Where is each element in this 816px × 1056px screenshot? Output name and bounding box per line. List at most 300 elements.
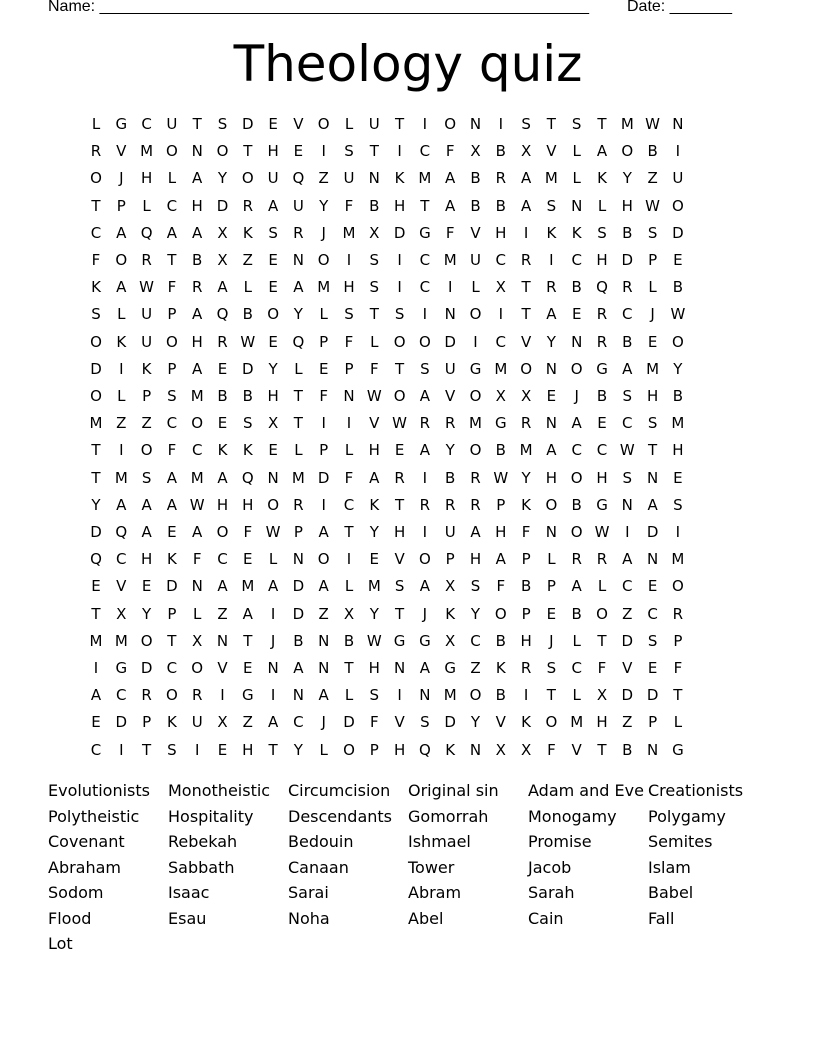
grid-letter: B (622, 223, 633, 242)
grid-letter: S (420, 713, 430, 732)
grid-letter: F (445, 223, 455, 242)
grid-letter: K (445, 604, 456, 623)
grid-letter: O (317, 251, 330, 269)
grid-letter: C (166, 196, 178, 215)
grid-letter: Q (115, 523, 128, 541)
grid-letter: N (267, 468, 279, 487)
grid-letter: M (469, 414, 482, 433)
grid-letter: I (422, 305, 428, 324)
word-list-item: Lot (48, 934, 73, 953)
grid-letter: R (141, 686, 152, 705)
grid-letter: T (597, 115, 607, 133)
word-list-item: Sarai (288, 883, 329, 902)
grid-letter: O (393, 387, 406, 405)
grid-letter: P (116, 196, 126, 215)
grid-letter: S (546, 196, 557, 215)
grid-letter: I (119, 441, 124, 460)
grid-letter: U (141, 305, 153, 324)
word-list-item: Sarah (528, 883, 575, 902)
grid-letter: S (369, 686, 380, 705)
grid-letter: D (672, 223, 684, 242)
grid-letter: R (520, 251, 532, 269)
grid-letter: X (520, 740, 532, 759)
grid-letter: L (91, 115, 101, 133)
grid-letter: S (470, 577, 481, 596)
grid-letter: V (369, 414, 380, 433)
grid-letter: A (192, 223, 203, 242)
grid-letter: F (167, 441, 177, 460)
grid-letter: J (422, 604, 428, 623)
grid-letter: O (469, 305, 482, 324)
grid-letter: M (620, 115, 634, 133)
word-list-item: Ishmael (408, 832, 471, 851)
grid-letter: N (571, 332, 583, 351)
grid-letter: M (544, 169, 558, 188)
grid-letter: L (648, 278, 657, 297)
grid-letter: I (498, 115, 504, 133)
grid-letter: Y (470, 713, 481, 732)
grid-letter: O (90, 169, 102, 188)
grid-letter: J (549, 631, 554, 650)
grid-letter: O (216, 142, 229, 161)
grid-letter: R (520, 414, 532, 433)
grid-letter: E (647, 577, 658, 596)
grid-letter: A (470, 523, 481, 541)
grid-letter: H (545, 468, 558, 487)
grid-letter: A (116, 278, 127, 297)
grid-letter: B (343, 631, 355, 650)
grid-letter: P (648, 713, 658, 732)
grid-letter: T (192, 115, 202, 133)
grid-letter: K (445, 740, 456, 759)
grid-letter: I (119, 740, 124, 759)
grid-letter: E (268, 441, 278, 460)
grid-letter: I (422, 468, 428, 487)
grid-letter: P (142, 713, 152, 732)
grid-letter: H (393, 740, 406, 759)
grid-letter: S (369, 251, 380, 269)
grid-letter: O (140, 441, 153, 460)
grid-letter: L (117, 305, 126, 324)
grid-letter: Q (90, 550, 102, 569)
grid-letter: N (267, 659, 279, 677)
grid-letter: D (292, 577, 305, 596)
grid-letter: M (443, 251, 457, 269)
grid-letter: E (217, 740, 228, 759)
grid-letter: X (217, 251, 228, 269)
grid-letter: V (394, 713, 405, 732)
grid-letter: H (242, 495, 254, 514)
grid-letter: A (293, 659, 304, 677)
grid-letter: N (393, 659, 406, 677)
grid-letter: X (520, 387, 532, 405)
grid-letter: B (571, 495, 582, 514)
grid-letter: L (193, 604, 202, 623)
grid-letter: C (622, 577, 633, 596)
word-list-item: Flood (48, 908, 92, 928)
grid-letter: B (242, 387, 253, 405)
grid-letter: N (216, 631, 229, 650)
word-list-item: Descendants (288, 806, 392, 826)
grid-letter: W (670, 305, 686, 324)
grid-letter: Y (369, 523, 379, 541)
grid-letter: Q (292, 332, 305, 351)
grid-letter: O (671, 577, 684, 596)
grid-letter: D (90, 523, 102, 541)
grid-letter: Z (217, 604, 228, 623)
grid-letter: W (594, 523, 610, 541)
grid-letter: U (141, 332, 153, 351)
grid-letter: A (90, 686, 102, 705)
grid-letter: A (166, 223, 178, 242)
grid-letter: G (115, 115, 128, 133)
grid-letter: I (346, 550, 352, 569)
grid-letter: X (445, 631, 456, 650)
grid-letter: N (444, 305, 456, 324)
grid-letter: O (191, 659, 204, 677)
grid-letter: C (293, 713, 304, 732)
grid-letter: O (90, 387, 102, 405)
grid-letter: S (394, 577, 405, 596)
grid-letter: A (419, 577, 431, 596)
word-list-item: Tower (408, 857, 455, 877)
grid-letter: S (243, 414, 253, 433)
grid-letter: H (495, 523, 507, 541)
grid-letter: A (192, 359, 203, 378)
grid-letter: S (521, 115, 531, 133)
grid-letter: E (91, 713, 101, 732)
grid-letter: I (625, 523, 630, 541)
grid-letter: T (369, 142, 379, 161)
grid-letter: W (645, 115, 661, 133)
grid-letter: J (321, 713, 326, 732)
grid-letter: K (166, 550, 177, 569)
grid-letter: S (141, 468, 152, 487)
grid-letter: N (545, 359, 557, 378)
grid-letter: N (621, 495, 633, 514)
grid-letter: L (572, 169, 581, 188)
grid-letter: V (394, 550, 405, 569)
grid-letter: O (165, 686, 178, 705)
grid-letter: V (622, 659, 633, 677)
grid-letter: C (166, 659, 178, 677)
grid-letter: S (647, 414, 658, 433)
grid-letter: T (142, 740, 152, 759)
grid-letter: I (397, 278, 402, 297)
grid-letter: I (422, 115, 428, 133)
grid-letter: R (419, 414, 431, 433)
grid-letter: J (270, 631, 276, 650)
grid-letter: G (393, 631, 406, 650)
grid-letter: V (520, 332, 532, 351)
grid-letter: H (393, 196, 406, 215)
grid-letter: K (546, 223, 557, 242)
grid-letter: P (648, 251, 658, 269)
grid-letter: T (91, 604, 101, 623)
grid-letter: L (673, 713, 683, 732)
grid-letter: D (242, 115, 254, 133)
grid-letter: R (293, 495, 304, 514)
grid-letter: O (267, 305, 279, 324)
word-list-item: Sabbath (168, 857, 235, 877)
grid-letter: A (445, 169, 456, 188)
grid-letter: X (470, 142, 481, 161)
grid-letter: B (242, 305, 253, 324)
grid-letter: X (217, 713, 228, 732)
grid-letter: A (318, 523, 329, 541)
grid-letter: C (622, 305, 633, 324)
grid-letter: Q (418, 740, 431, 759)
grid-letter: O (570, 468, 583, 487)
grid-letter: E (141, 577, 152, 596)
grid-letter: P (344, 359, 354, 378)
word-list-item: Abram (408, 883, 462, 902)
grid-letter: O (621, 142, 634, 161)
grid-letter: H (495, 223, 507, 242)
grid-letter: A (217, 468, 228, 487)
grid-letter: C (419, 251, 431, 269)
grid-letter: H (140, 169, 153, 188)
grid-letter: E (268, 332, 278, 351)
grid-letter: Z (622, 713, 633, 732)
grid-letter: E (243, 550, 253, 569)
grid-letter: N (318, 631, 330, 650)
name-field[interactable]: Name: _______________________________________________________ (48, 0, 589, 15)
grid-letter: L (572, 142, 581, 161)
grid-letter: I (447, 278, 453, 297)
grid-letter: H (621, 196, 633, 215)
grid-letter: A (166, 468, 178, 487)
grid-letter: A (520, 196, 532, 215)
grid-letter: G (469, 359, 482, 378)
grid-letter: I (194, 740, 200, 759)
grid-letter: I (270, 604, 276, 623)
grid-letter: K (495, 659, 506, 677)
grid-letter: L (117, 387, 126, 405)
grid-letter: B (495, 196, 506, 215)
grid-letter: O (317, 550, 330, 569)
grid-letter: N (571, 196, 583, 215)
grid-letter: L (167, 169, 177, 188)
grid-letter: K (242, 441, 253, 460)
grid-letter: K (521, 495, 532, 514)
grid-letter: B (217, 387, 228, 405)
grid-letter: V (571, 740, 582, 759)
grid-letter: T (673, 686, 683, 705)
grid-letter: L (344, 577, 354, 596)
grid-letter: A (192, 523, 203, 541)
grid-letter: R (596, 550, 608, 569)
grid-letter: X (495, 387, 506, 405)
grid-letter: U (343, 169, 355, 188)
grid-letter: O (90, 332, 102, 351)
grid-letter: I (346, 414, 352, 433)
grid-letter: O (267, 495, 279, 514)
grid-letter: W (619, 441, 635, 460)
grid-letter: C (90, 223, 102, 242)
grid-letter: N (292, 550, 304, 569)
grid-letter: H (596, 251, 608, 269)
grid-letter: I (346, 251, 352, 269)
grid-letter: D (621, 686, 634, 705)
grid-letter: Y (445, 441, 455, 460)
grid-letter: M (418, 169, 432, 188)
grid-letter: D (242, 359, 254, 378)
grid-letter: E (268, 251, 278, 269)
grid-letter: T (597, 631, 607, 650)
grid-letter: P (167, 604, 177, 623)
grid-letter: M (89, 414, 103, 433)
grid-letter: P (369, 740, 379, 759)
grid-letter: T (597, 740, 607, 759)
grid-letter: A (267, 713, 279, 732)
grid-letter: M (190, 468, 204, 487)
grid-letter: S (647, 223, 658, 242)
grid-letter: B (470, 169, 481, 188)
word-list-item: Original sin (408, 781, 499, 800)
grid-letter: X (116, 604, 127, 623)
grid-letter: L (243, 278, 252, 297)
grid-letter: I (270, 686, 276, 705)
grid-letter: A (419, 441, 431, 460)
grid-letter: I (675, 523, 681, 541)
grid-letter: N (419, 686, 431, 705)
grid-letter: V (495, 713, 506, 732)
grid-letter: H (672, 441, 684, 460)
grid-letter: F (547, 740, 556, 759)
grid-letter: M (342, 223, 356, 242)
grid-letter: H (469, 550, 482, 569)
word-list-item: Promise (528, 832, 592, 851)
grid-letter: S (571, 115, 582, 133)
grid-letter: O (165, 332, 178, 351)
grid-letter: M (570, 713, 584, 732)
grid-letter: N (318, 659, 330, 677)
grid-letter: B (622, 740, 633, 759)
grid-letter: I (422, 523, 428, 541)
grid-letter: P (673, 631, 683, 650)
grid-letter: A (141, 495, 152, 514)
grid-letter: D (393, 223, 406, 242)
grid-letter: I (93, 659, 99, 677)
grid-letter: G (419, 631, 431, 650)
grid-letter: M (114, 631, 128, 650)
grid-letter: Z (470, 659, 481, 677)
grid-letter: R (470, 495, 481, 514)
grid-letter: N (191, 142, 203, 161)
grid-letter: U (444, 523, 456, 541)
grid-letter: S (344, 142, 354, 161)
grid-letter: S (622, 468, 633, 487)
grid-letter: I (397, 686, 402, 705)
grid-letter: V (116, 577, 127, 596)
grid-letter: B (445, 468, 456, 487)
grid-letter: Y (521, 468, 531, 487)
grid-letter: J (574, 387, 579, 405)
grid-letter: H (520, 631, 532, 650)
grid-letter: J (650, 305, 655, 324)
grid-letter: H (646, 387, 659, 405)
word-list-item: Semites (648, 832, 713, 851)
grid-letter: B (596, 387, 608, 405)
grid-letter: C (571, 441, 582, 460)
grid-letter: Q (216, 305, 229, 324)
grid-letter: C (191, 441, 203, 460)
word-list-item: Adam and Eve (528, 781, 644, 800)
grid-letter: J (321, 223, 326, 242)
grid-letter: Z (141, 414, 152, 433)
grid-letter: I (220, 686, 225, 705)
grid-letter: F (597, 659, 607, 677)
grid-letter: D (90, 359, 102, 378)
grid-letter: L (370, 332, 379, 351)
grid-letter: T (293, 387, 303, 405)
grid-letter: A (622, 359, 633, 378)
grid-letter: D (166, 577, 178, 596)
grid-letter: E (318, 359, 329, 378)
grid-letter: V (445, 387, 456, 405)
grid-letter: Q (140, 223, 153, 242)
grid-letter: T (395, 604, 405, 623)
grid-letter: U (292, 196, 304, 215)
grid-letter: P (142, 387, 152, 405)
grid-letter: T (167, 251, 177, 269)
grid-letter: U (368, 115, 380, 133)
grid-letter: B (520, 577, 532, 596)
word-list-item: Jacob (528, 857, 572, 877)
grid-letter: V (470, 223, 481, 242)
grid-letter: A (217, 577, 228, 596)
grid-letter: Y (142, 604, 152, 623)
word-list-item: Polygamy (648, 806, 726, 826)
grid-letter: R (242, 196, 254, 215)
grid-letter: T (395, 359, 405, 378)
grid-letter: R (596, 332, 608, 351)
word-list-item: Isaac (168, 883, 210, 902)
grid-letter: N (469, 115, 482, 133)
grid-letter: K (394, 169, 405, 188)
word-list-item: Cain (528, 908, 564, 928)
grid-letter: D (621, 251, 634, 269)
grid-letter: M (241, 577, 255, 596)
date-field[interactable]: Date: _______ (627, 0, 732, 15)
grid-letter: O (115, 251, 128, 269)
grid-letter: E (546, 604, 557, 623)
grid-letter: O (343, 740, 355, 759)
grid-letter: O (418, 550, 431, 569)
grid-letter: S (597, 223, 607, 242)
grid-letter: E (217, 359, 228, 378)
grid-letter: R (520, 659, 532, 677)
grid-letter: S (647, 631, 658, 650)
grid-letter: L (294, 359, 303, 378)
grid-letter: L (319, 740, 328, 759)
grid-letter: B (495, 441, 506, 460)
grid-letter: I (321, 414, 326, 433)
grid-letter: L (547, 550, 556, 569)
grid-letter: P (319, 441, 329, 460)
grid-letter: B (672, 278, 684, 297)
grid-letter: Y (293, 305, 303, 324)
grid-letter: M (646, 359, 660, 378)
grid-letter: N (545, 414, 557, 433)
grid-letter: Y (369, 604, 379, 623)
grid-letter: N (292, 686, 304, 705)
grid-letter: E (647, 659, 658, 677)
grid-letter: O (216, 523, 229, 541)
grid-letter: A (596, 142, 608, 161)
grid-letter: K (369, 495, 380, 514)
